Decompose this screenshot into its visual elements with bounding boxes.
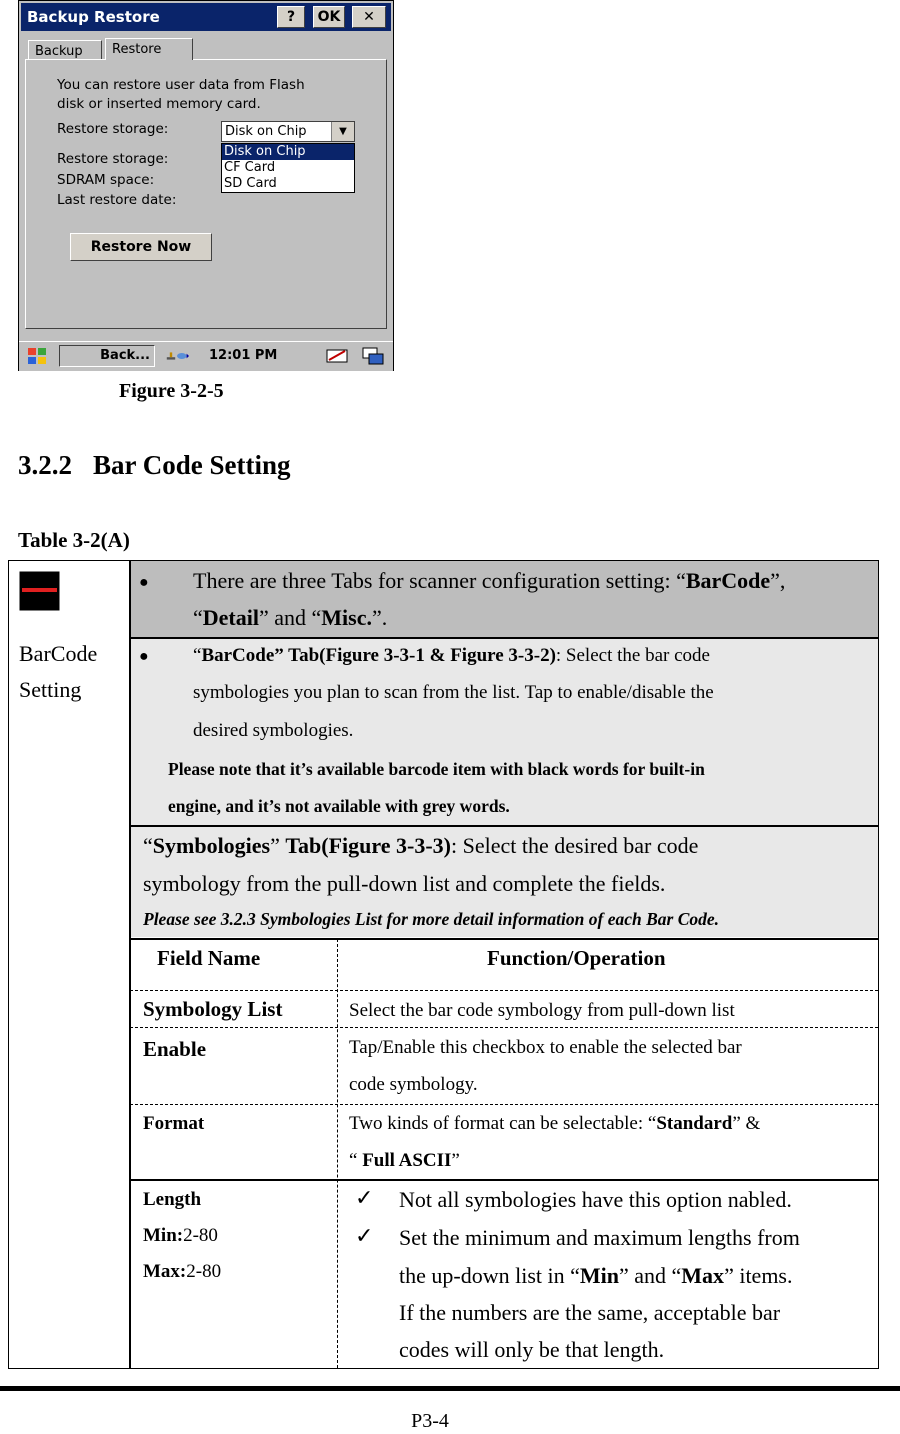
symbologies-tab-line1: “Symbologies” Tab(Figure 3-3-3): Select the desired bar code [143,833,699,858]
field-enable: Enable [143,1037,207,1061]
desktop-switch-icon[interactable] [361,346,385,366]
input-panel-icon[interactable] [325,346,349,366]
desc-enable-1: Tap/Enable this checkbox to enable the selected bar [349,1037,742,1058]
restore-storage-label: Restore storage: [57,121,169,137]
section-title: Bar Code Setting [93,450,291,480]
check-icon: ✓ [355,1223,374,1248]
storage-dropdown-list[interactable] [221,143,355,193]
intro-text-2: disk or inserted memory card. [57,96,261,112]
taskbar-back-button[interactable]: Back... [59,345,155,367]
combo-value: Disk on Chip [225,124,307,139]
field-symbology-list: Symbology List [143,997,283,1021]
dropdown-option[interactable]: Disk on Chip [222,144,354,160]
desc-enable-2: code symbology. [349,1074,478,1095]
length-note-5: codes will only be that length. [399,1337,665,1362]
length-note-3: the up-down list in “Min” and “Max” items. [399,1263,793,1288]
barcode-tab-line1: “BarCode” Tab(Figure 3-3-1 & Figure 3-3-2): Select the bar code [193,645,710,666]
help-button[interactable]: ? [277,6,305,28]
desc-format-1: Two kinds of format can be selectable: “Standard” & [349,1113,761,1134]
restore-now-button[interactable]: Restore Now [70,233,212,261]
tab-restore[interactable]: Restore [105,38,193,60]
close-button[interactable]: ✕ [352,6,386,28]
intro-text-1: You can restore user data from Flash [57,77,305,93]
bullet-icon: ● [139,574,149,591]
window-titlebar [21,3,391,31]
length-note-4: If the numbers are the same, acceptable bar [399,1300,781,1325]
tabs-info-line2: “Detail” and “Misc.”. [193,605,388,630]
header-field-name: Field Name [157,946,261,970]
field-format: Format [143,1113,205,1134]
tabs-info-line1: There are three Tabs for scanner configuration setting: “BarCode”, [193,568,786,593]
tab-backup[interactable]: Backup [28,40,102,60]
field-length-min: Min:2-80 [143,1225,218,1246]
table-caption: Table 3-2(A) [18,528,130,552]
windows-logo-icon[interactable] [25,346,49,366]
ok-button[interactable]: OK [313,6,345,28]
window-title: Backup Restore [27,8,160,26]
restore-storage-label-2: Restore storage: [57,151,169,167]
section-heading [18,450,291,481]
taskbar [19,341,393,371]
footer-rule [0,1386,900,1391]
dropdown-option[interactable]: SD Card [224,176,277,191]
restore-storage-combo[interactable] [221,121,355,142]
barcode-tab-note1: Please note that it’s available barcode item with black words for built-in [168,759,705,779]
length-note-2: Set the minimum and maximum lengths from [399,1225,800,1250]
check-icon: ✓ [355,1185,374,1210]
page-number: P3-4 [411,1410,449,1432]
desc-format-2: “ Full ASCII” [349,1150,460,1171]
symbologies-tab-line2: symbology from the pull-down list and complete the fields. [143,871,666,896]
length-note-1: Not all symbologies have this option nabled. [399,1187,792,1212]
restore-screenshot [18,0,394,371]
barcode-tab-note2: engine, and it’s not available with grey words. [168,796,510,816]
network-icon[interactable] [165,346,189,366]
bullet-icon: ● [139,648,149,665]
symbologies-tab-note: Please see 3.2.3 Symbologies List for more detail information of each Bar Code. [143,909,720,929]
chevron-down-icon[interactable]: ▼ [331,122,354,141]
desc-symbology-list: Select the bar code symbology from pull-down list [349,1000,735,1021]
field-length: Length [143,1189,202,1210]
last-restore-label: Last restore date: [57,192,177,208]
taskbar-clock: 12:01 PM [209,348,278,363]
barcode-setting-icon [19,571,60,611]
header-function: Function/Operation [487,946,666,970]
section-number: 3.2.2 [18,450,72,480]
barcode-setting-table [8,560,879,1369]
figure-caption: Figure 3-2-5 [119,380,224,402]
left-label-line1: BarCode [19,641,98,666]
barcode-tab-line2: symbologies you plan to scan from the list. Tap to enable/disable the [193,682,714,703]
barcode-tab-line3: desired symbologies. [193,720,354,741]
field-length-max: Max:2-80 [143,1261,222,1282]
left-label-line2: Setting [19,677,82,702]
dropdown-option[interactable]: CF Card [224,160,276,175]
sdram-label: SDRAM space: [57,172,155,188]
